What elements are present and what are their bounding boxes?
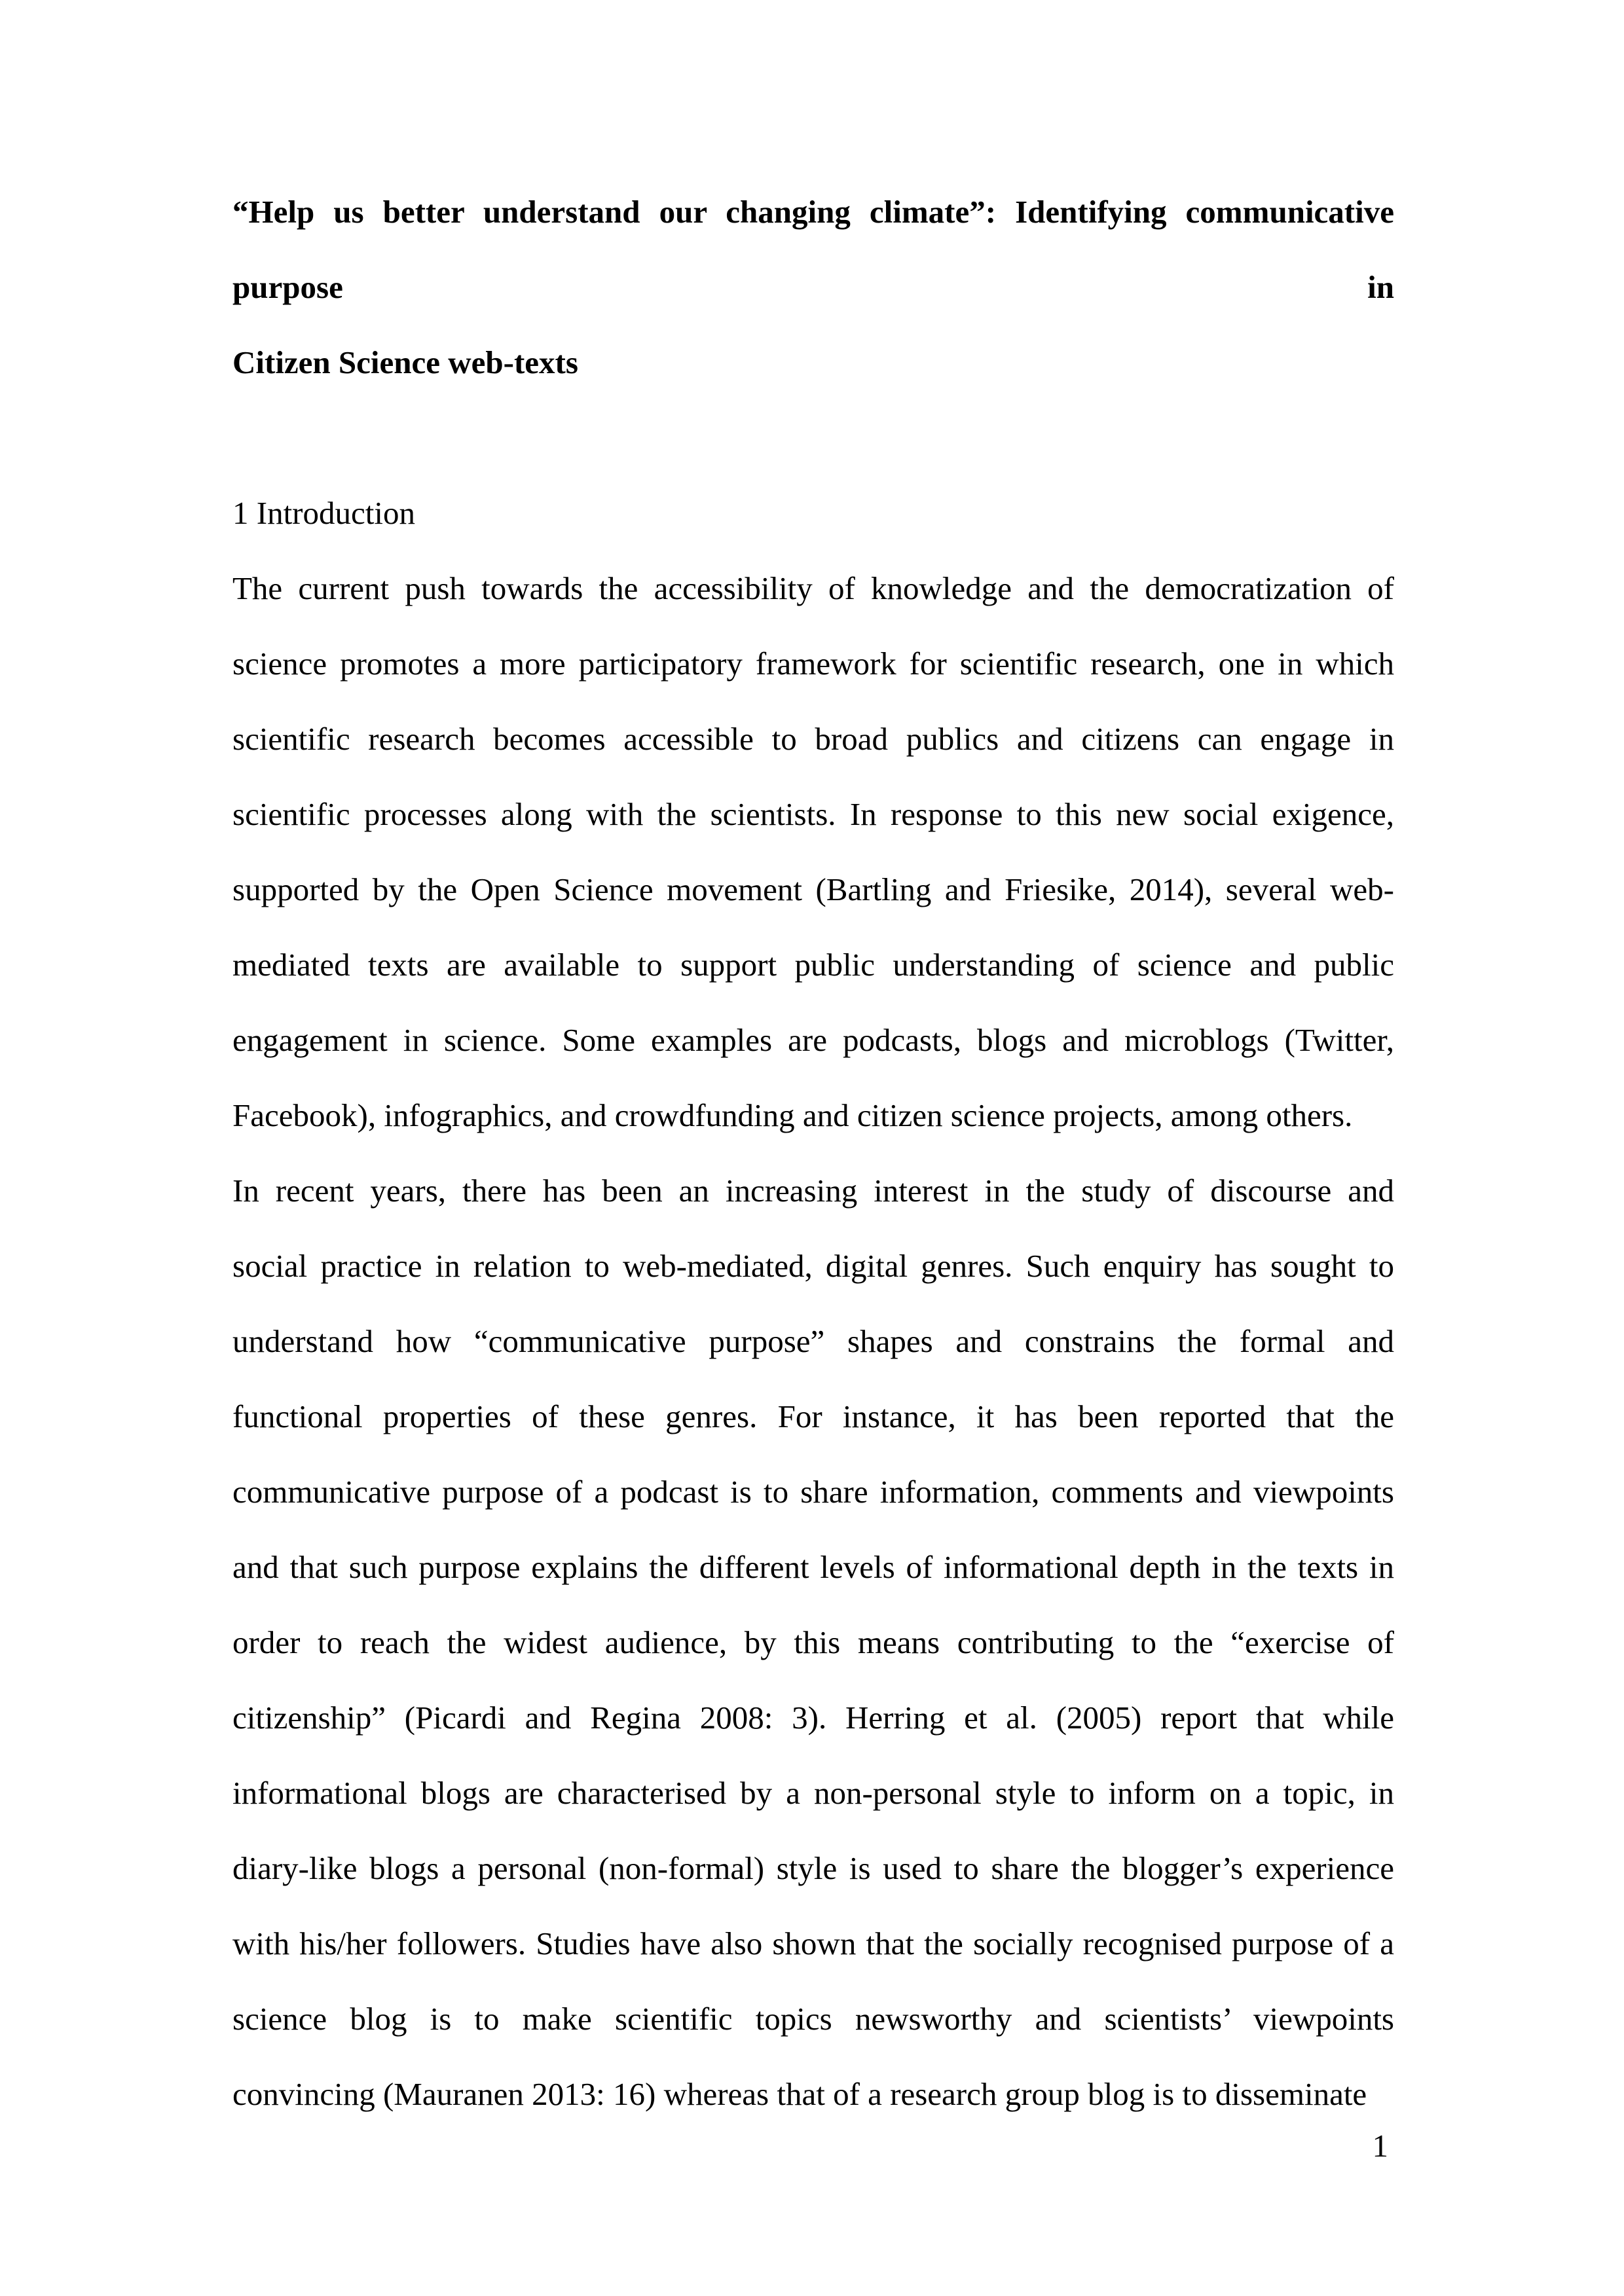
text-line: science blog is to make scientific topics newsworthy and scientists’ viewpoints [232, 2001, 1394, 2037]
text-line: In recent years, there has been an increasing interest in the study of discourse and [232, 1173, 1394, 1209]
text-line: communicative purpose of a podcast is to share information, comments and viewpoints [232, 1474, 1394, 1510]
text-line: citizenship” (Picardi and Regina 2008: 3). Herring et al. (2005) report that while [232, 1700, 1394, 1736]
title-line: “Help us better understand our changing climate”: Identifying communicative purpose in [232, 194, 1394, 305]
text-line: and that such purpose explains the different levels of informational depth in the texts in [232, 1549, 1394, 1585]
text-line: scientific research becomes accessible to broad publics and citizens can engage in [232, 721, 1394, 757]
text-line: scientific processes along with the scientists. In response to this new social exigence, [232, 796, 1394, 832]
page-number: 1 [1372, 2128, 1388, 2164]
text-line: convincing (Mauranen 2013: 16) whereas that of a research group blog is to disseminate [232, 2076, 1367, 2112]
text-line: engagement in science. Some examples are podcasts, blogs and microblogs (Twitter, [232, 1022, 1394, 1058]
paragraph-1 [232, 551, 1394, 1153]
text-line: informational blogs are characterised by a non-personal style to inform on a topic, in [232, 1775, 1394, 1811]
text-line: with his/her followers. Studies have also shown that the socially recognised purpose of a [232, 1925, 1394, 1961]
text-line: The current push towards the accessibility of knowledge and the democratization of [232, 570, 1394, 606]
text-line: supported by the Open Science movement (Bartling and Friesike, 2014), several web- [232, 871, 1394, 907]
section-heading: 1 Introduction [232, 495, 415, 531]
text-line: Facebook), infographics, and crowdfunding and citizen science projects, among others. [232, 1097, 1353, 1133]
text-line: functional properties of these genres. For instance, it has been reported that the [232, 1398, 1394, 1434]
text-line: social practice in relation to web-mediated, digital genres. Such enquiry has sought to [232, 1248, 1394, 1284]
text-line: mediated texts are available to support public understanding of science and public [232, 947, 1394, 983]
text-line: diary-like blogs a personal (non-formal) style is used to share the blogger’s experience [232, 1850, 1394, 1886]
text-line: science promotes a more participatory framework for scientific research, one in which [232, 646, 1394, 682]
title-line: Citizen Science web-texts [232, 344, 578, 380]
paragraph-2 [232, 1153, 1394, 2132]
blank-line [232, 400, 1394, 475]
text-line: order to reach the widest audience, by this means contributing to the “exercise of [232, 1624, 1394, 1660]
paper-title [232, 174, 1394, 400]
document-body [232, 174, 1394, 2132]
text-line: understand how “communicative purpose” shapes and constrains the formal and [232, 1323, 1394, 1359]
